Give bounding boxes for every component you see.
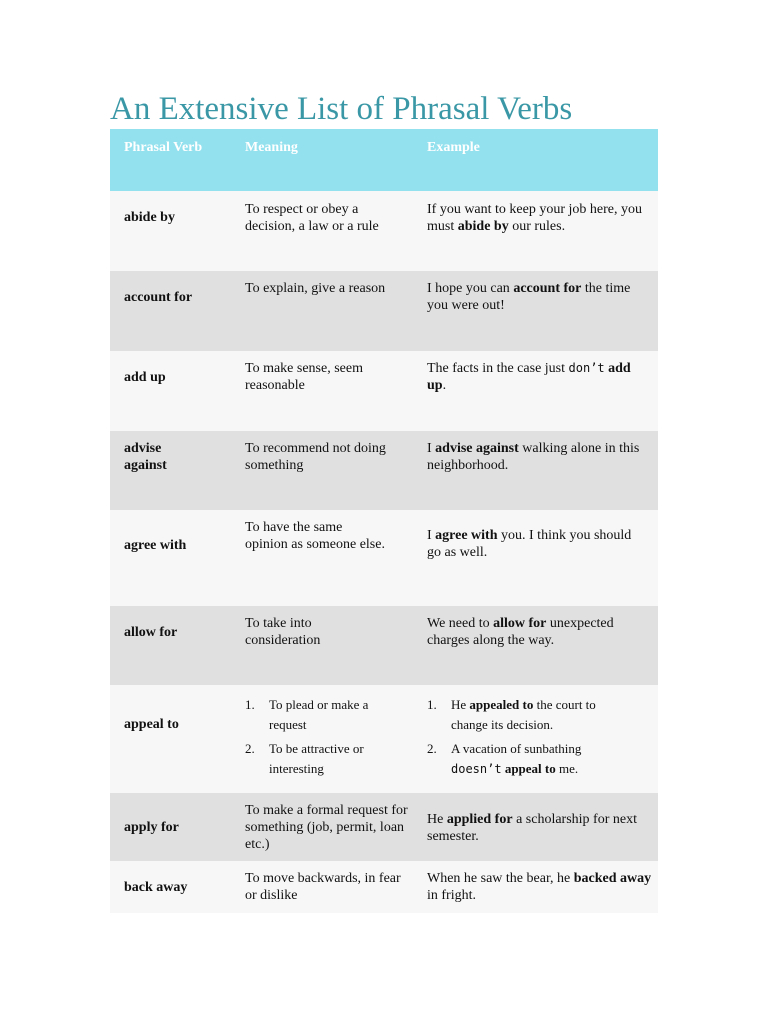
example-cell: If you want to keep your job here, you must abide by our rules. [427, 202, 642, 234]
verb-cell: agree with [124, 538, 187, 553]
table-row [110, 606, 658, 685]
example-cell: When he saw the bear, he backed away in fright. [427, 871, 652, 903]
header-meaning: Meaning [245, 140, 298, 155]
list-item: 1. To plead or make a request [245, 697, 369, 732]
verb-cell: account for [124, 290, 193, 305]
meaning-cell: To make a formal request for something (job, permit, loan etc.) [245, 803, 408, 852]
verb-cell: allow for [124, 625, 178, 640]
page-title: An Extensive List of Phrasal Verbs [110, 91, 573, 127]
verb-cell: back away [124, 880, 188, 895]
example-cell: The facts in the case just don’t add up. [427, 361, 631, 393]
meaning-cell: To make sense, seem reasonable [245, 361, 363, 393]
verb-cell: advise against [124, 441, 167, 473]
example-cell: We need to allow for unexpected charges along the way. [427, 616, 614, 648]
meaning-cell: To respect or obey a decision, a law or a rule [245, 202, 379, 234]
table-row [110, 685, 658, 793]
verb-cell: abide by [124, 210, 175, 225]
meaning-cell: To recommend not doing something [245, 441, 386, 473]
list-item: 2. To be attractive or interesting [245, 741, 364, 776]
example-cell: I agree with you. I think you should go as well. [427, 528, 632, 560]
example-cell: I advise against walking alone in this neighborhood. [427, 441, 640, 473]
meaning-cell: To have the same opinion as someone else. [245, 520, 385, 552]
verb-cell: add up [124, 370, 166, 385]
meaning-cell: To take into consideration [245, 616, 321, 648]
example-cell: I hope you can account for the time you were out! [427, 281, 631, 313]
table-row [110, 510, 658, 606]
header-example: Example [427, 140, 480, 155]
meaning-cell: To move backwards, in fear or dislike [245, 871, 401, 903]
meaning-list [245, 695, 395, 783]
example-cell: He applied for a scholarship for next semester. [427, 812, 637, 844]
table-header-row [110, 129, 658, 191]
table-row [110, 191, 658, 271]
table-row [110, 351, 658, 431]
list-item: 1. He appealed to the court to change its decision. [427, 697, 596, 732]
table-row [110, 861, 658, 913]
table-row [110, 271, 658, 351]
verb-cell: appeal to [124, 717, 179, 732]
table-row [110, 431, 658, 510]
meaning-cell: To explain, give a reason [245, 281, 386, 296]
table-row [110, 793, 658, 861]
phrasal-verbs-table [110, 129, 658, 913]
header-phrasal-verb: Phrasal Verb [124, 140, 203, 155]
example-list [427, 695, 627, 783]
list-item: 2. A vacation of sunbathing doesn’t appeal to me. [427, 741, 582, 776]
verb-cell: apply for [124, 820, 179, 835]
